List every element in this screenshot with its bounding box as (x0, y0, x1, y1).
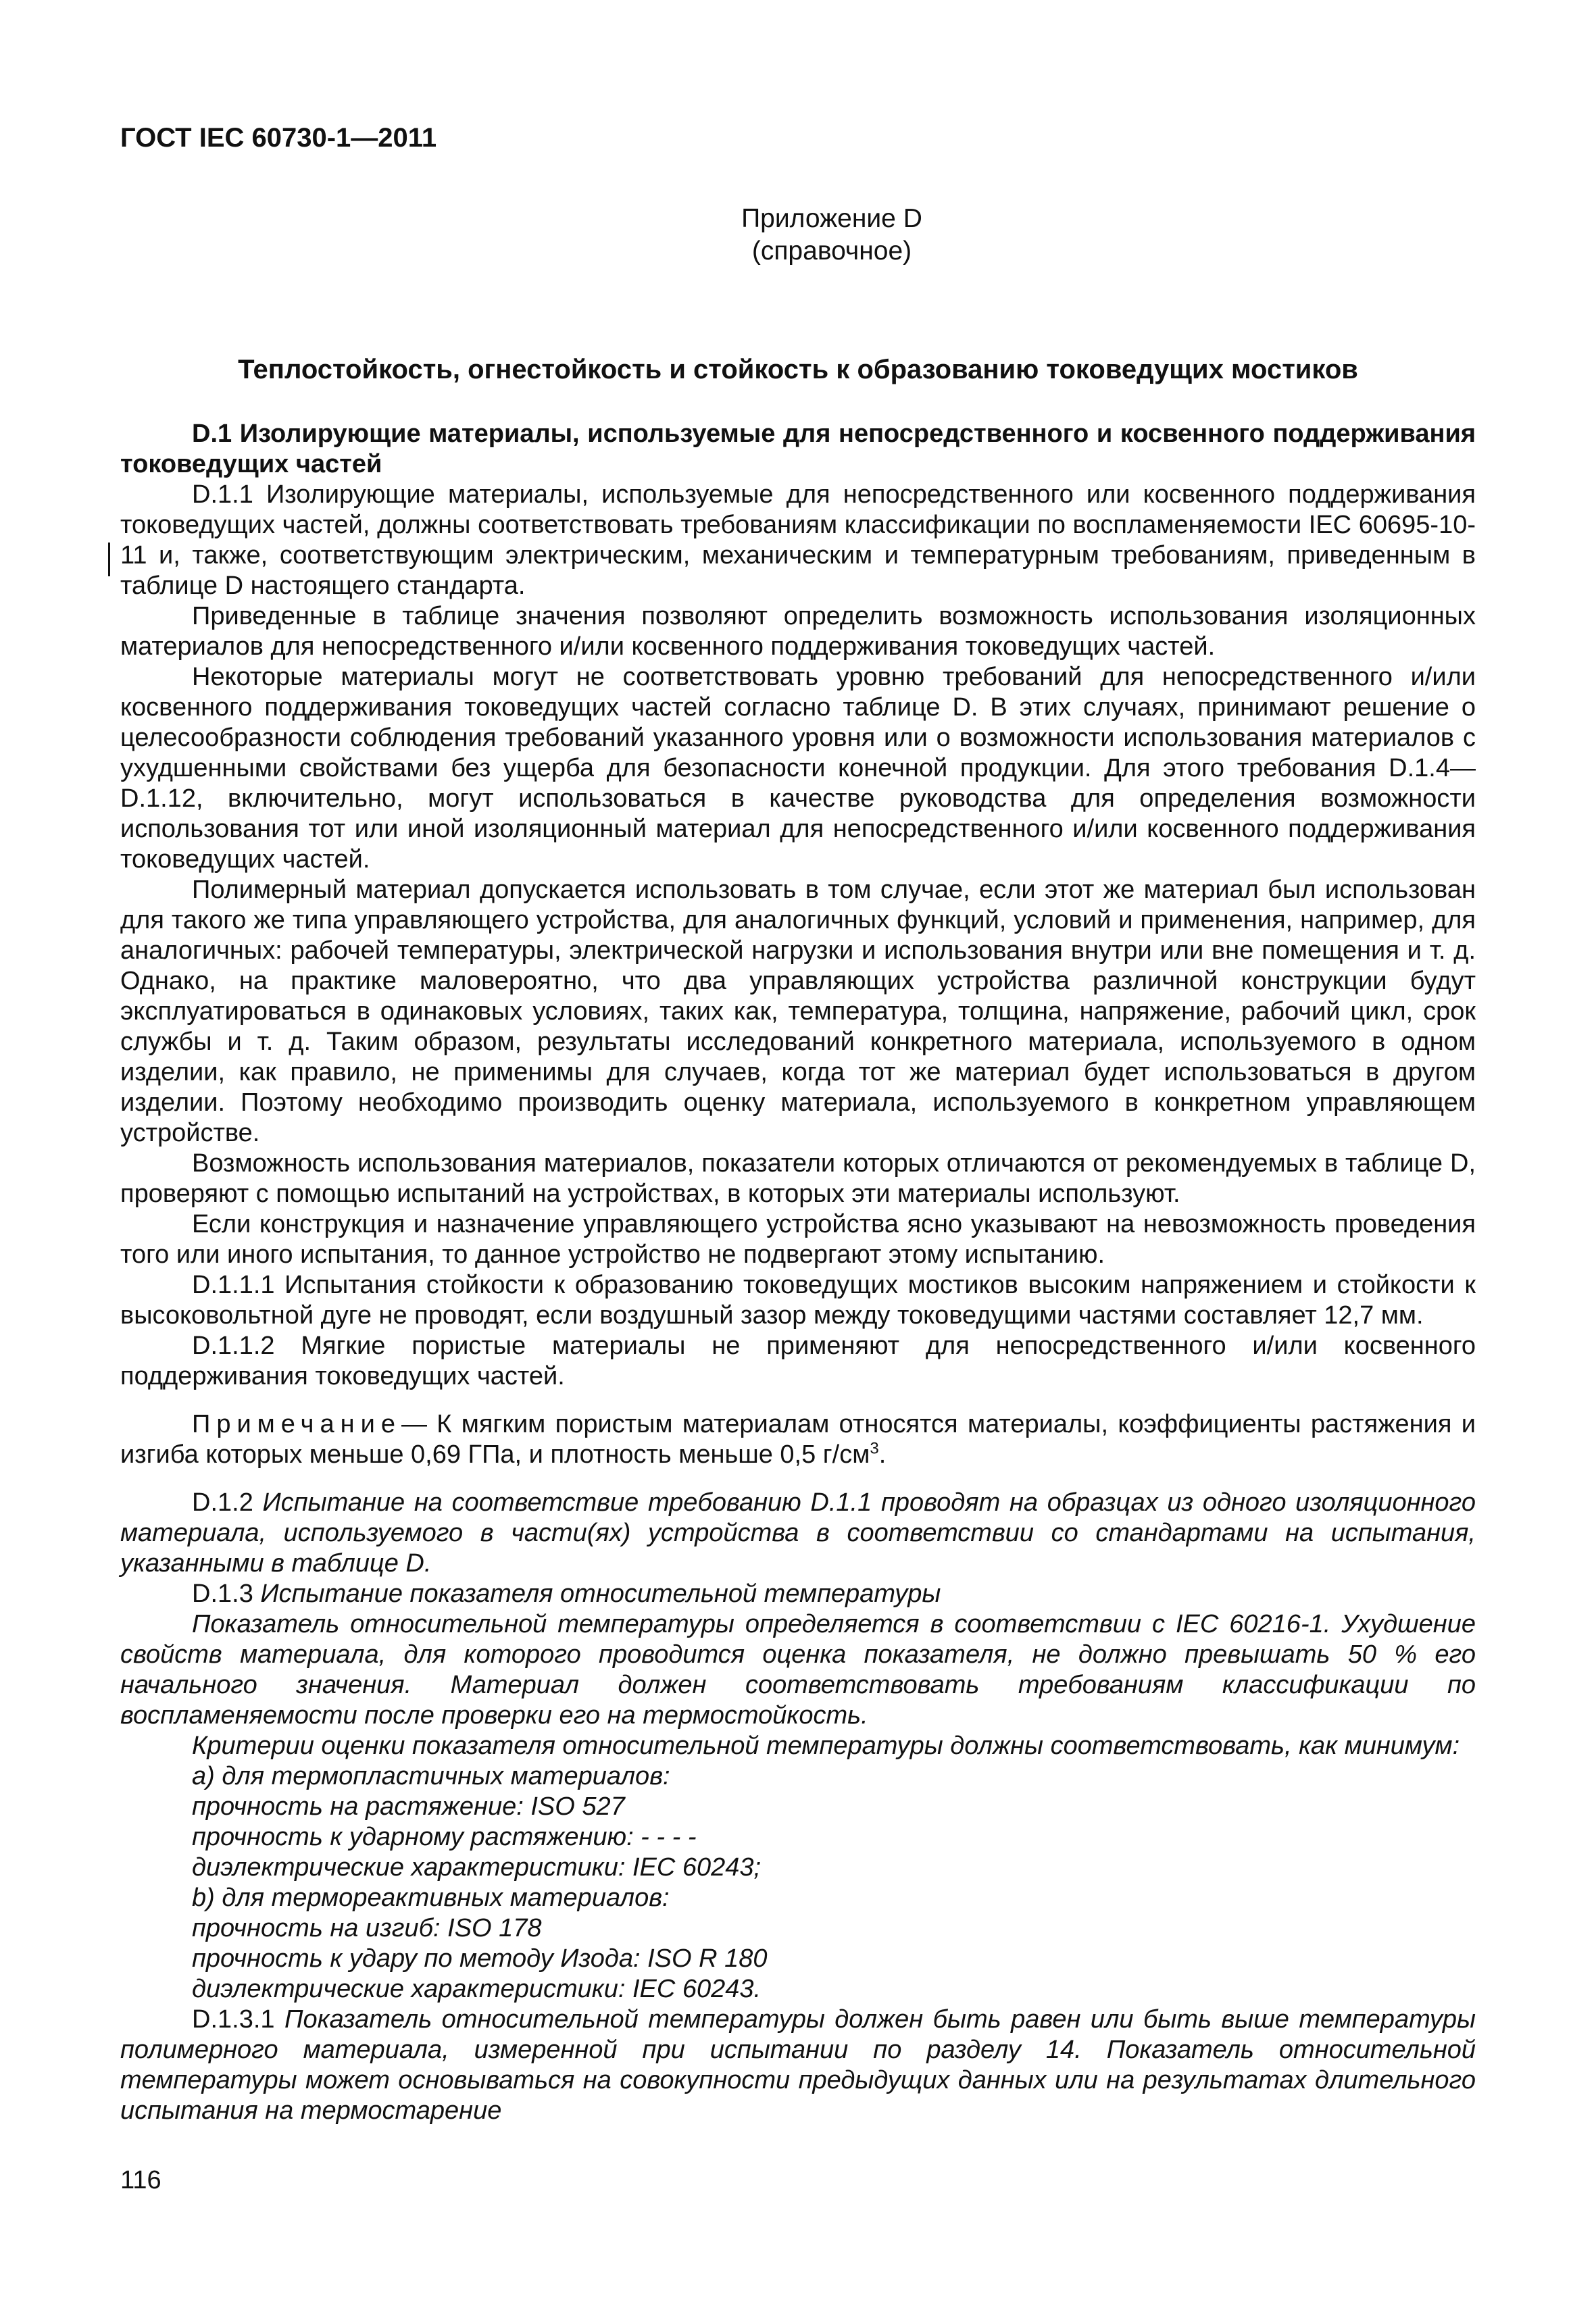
standard-header: ГОСТ IEC 60730-1—2011 (120, 123, 437, 153)
document-title: Теплостойкость, огнестойкость и стойкость к образованию токоведущих мостиков (238, 355, 1358, 384)
d13-text: Испытание показателя относительной температуры (260, 1580, 941, 1608)
annex-type: (справочное) (751, 236, 912, 266)
paragraph-italic: Показатель относительной температуры определяется в соответствии с IEC 60216-1. Ухудшение свойств материала, для которого проводится оценка показателя, не должно превышать 50 % его начального значения. Материал должен соответствовать требованиям классификации по воспламеняемости после проверки его на термостойкость. (120, 1610, 1476, 1730)
revision-bar (108, 543, 110, 576)
paragraph-d1112: D.1.1.2 Мягкие пористые материалы не применяют для непосредственного и/или косвенного поддерживания токоведущих частей. (120, 1332, 1476, 1390)
annex-heading (0, 203, 1596, 268)
paragraph-d1111: D.1.1.1 Испытания стойкости к образованию токоведущих мостиков высоким напряжением и стойкости к высоковольтной дуге не проводят, если воздушный зазор между токоведущими частями составляет 12,7 мм. (120, 1271, 1476, 1330)
criteria-item: диэлектрические характеристики: IEC 60243; (192, 1853, 762, 1882)
paragraph-d111: D.1.1 Изолирующие материалы, используемые для непосредственного или косвенного поддерживания токоведущих частей, должны соответствовать требованиям классификации по воспламеняемости IEC 60695-10-11 и, также, соответствующим электрическим, механическим и температурным требованиям, приведенным в таблице D настоящего стандарта. (120, 480, 1476, 600)
d12-text: Испытание на соответствие требованию D.1.1 проводят на образцах из одного изоляционного материала, используемого в части(ях) устройства в соответствии со стандартами на испытания, указанными в таблице D. (120, 1488, 1476, 1578)
criteria-item: b) для термореактивных материалов: (192, 1884, 670, 1912)
note-end: . (878, 1440, 887, 1469)
d12-number: D.1.2 (192, 1488, 253, 1517)
criteria-item: прочность к удару по методу Изода: ISO R 180 (192, 1944, 768, 1973)
note (120, 1409, 1476, 1470)
page-number: 116 (120, 2166, 161, 2194)
paragraph-d12 (120, 1488, 1476, 1579)
document-body (120, 419, 1476, 2126)
annex-title: Приложение D (741, 204, 922, 233)
section-d1-heading: D.1 Изолирующие материалы, используемые для непосредственного и косвенного поддерживания токоведущих частей (120, 420, 1476, 478)
paragraph: Приведенные в таблице значения позволяют определить возможность использования изоляционных материалов для непосредственного и/или косвенного поддерживания токоведущих частей. (120, 602, 1476, 661)
paragraph: Полимерный материал допускается использовать в том случае, если этот же материал был использован для такого же типа управляющего устройства, для аналогичных функций, условий и применения, например, для аналогичных: рабочей температуры, электрической нагрузки и использования внутри или вне помещения и т. д. Однако, на практике маловероятно, что два управляющих устройства различной конструкции будут эксплуатироваться в одинаковых условиях, таких как, температура, толщина, напряжение, рабочий цикл, срок службы и т. д. Таким образом, результаты исследований конкретного материала, используемого в одном изделии, как правило, не применимы для случаев, когда тот же материал будет использоваться в другом изделии. Поэтому необходимо производить оценку материала, используемого в конкретном управляющем устройстве. (120, 876, 1476, 1147)
criteria-item: диэлектрические характеристики: IEC 60243. (192, 1975, 762, 2003)
criteria-item: а) для термопластичных материалов: (192, 1762, 670, 1790)
paragraph: Если конструкция и назначение управляющего устройства ясно указывают на невозможность проведения того или иного испытания, то данное устройство не подвергают этому испытанию. (120, 1210, 1476, 1269)
note-text: — К мягким пористым материалам относятся материалы, коэффициенты растяжения и изгиба которых меньше 0,69 ГПа, и плотность меньше 0,5 г/см (120, 1410, 1476, 1469)
note-superscript: 3 (870, 1439, 879, 1458)
d131-number: D.1.3.1 (192, 2005, 275, 2034)
d131-text: Показатель относительной температуры должен быть равен или быть выше температуры полимерного материала, измеренной при испытании по разделу 14. Показатель относительной температуры может основываться на совокупности предыдущих данных или на результатах длительного испытания на термостарение (120, 2005, 1476, 2125)
d13-number: D.1.3 (192, 1580, 253, 1608)
criteria-item: прочность на растяжение: ISO 527 (192, 1792, 625, 1821)
criteria-item: прочность к ударному растяжению: - - - - (192, 1823, 697, 1851)
paragraph-d131 (120, 2005, 1476, 2126)
criteria-item: прочность на изгиб: ISO 178 (192, 1914, 542, 1942)
note-label: Примечание (192, 1410, 401, 1438)
paragraph-italic: Критерии оценки показателя относительной температуры должны соответствовать, как минимум: (192, 1732, 1460, 1760)
paragraph-d13 (120, 1579, 1476, 1609)
paragraph: Некоторые материалы могут не соответствовать уровню требований для непосредственного и/или косвенного поддерживания токоведущих частей согласно таблице D. В этих случаях, принимают решение о целесообразности соблюдения требований указанного уровня или о возможности использования материалов с ухудшенными свойствами без ущерба для безопасности конечной продукции. Для этого требования D.1.4—D.1.12, включительно, могут использоваться в качестве руководства для определения возможности использования тот или иной изоляционный материал для непосредственного и/или косвенного поддерживания токоведущих частей. (120, 663, 1476, 874)
paragraph: Возможность использования материалов, показатели которых отличаются от рекомендуемых в таблице D, проверяют с помощью испытаний на устройствах, в которых эти материалы используют. (120, 1149, 1476, 1208)
